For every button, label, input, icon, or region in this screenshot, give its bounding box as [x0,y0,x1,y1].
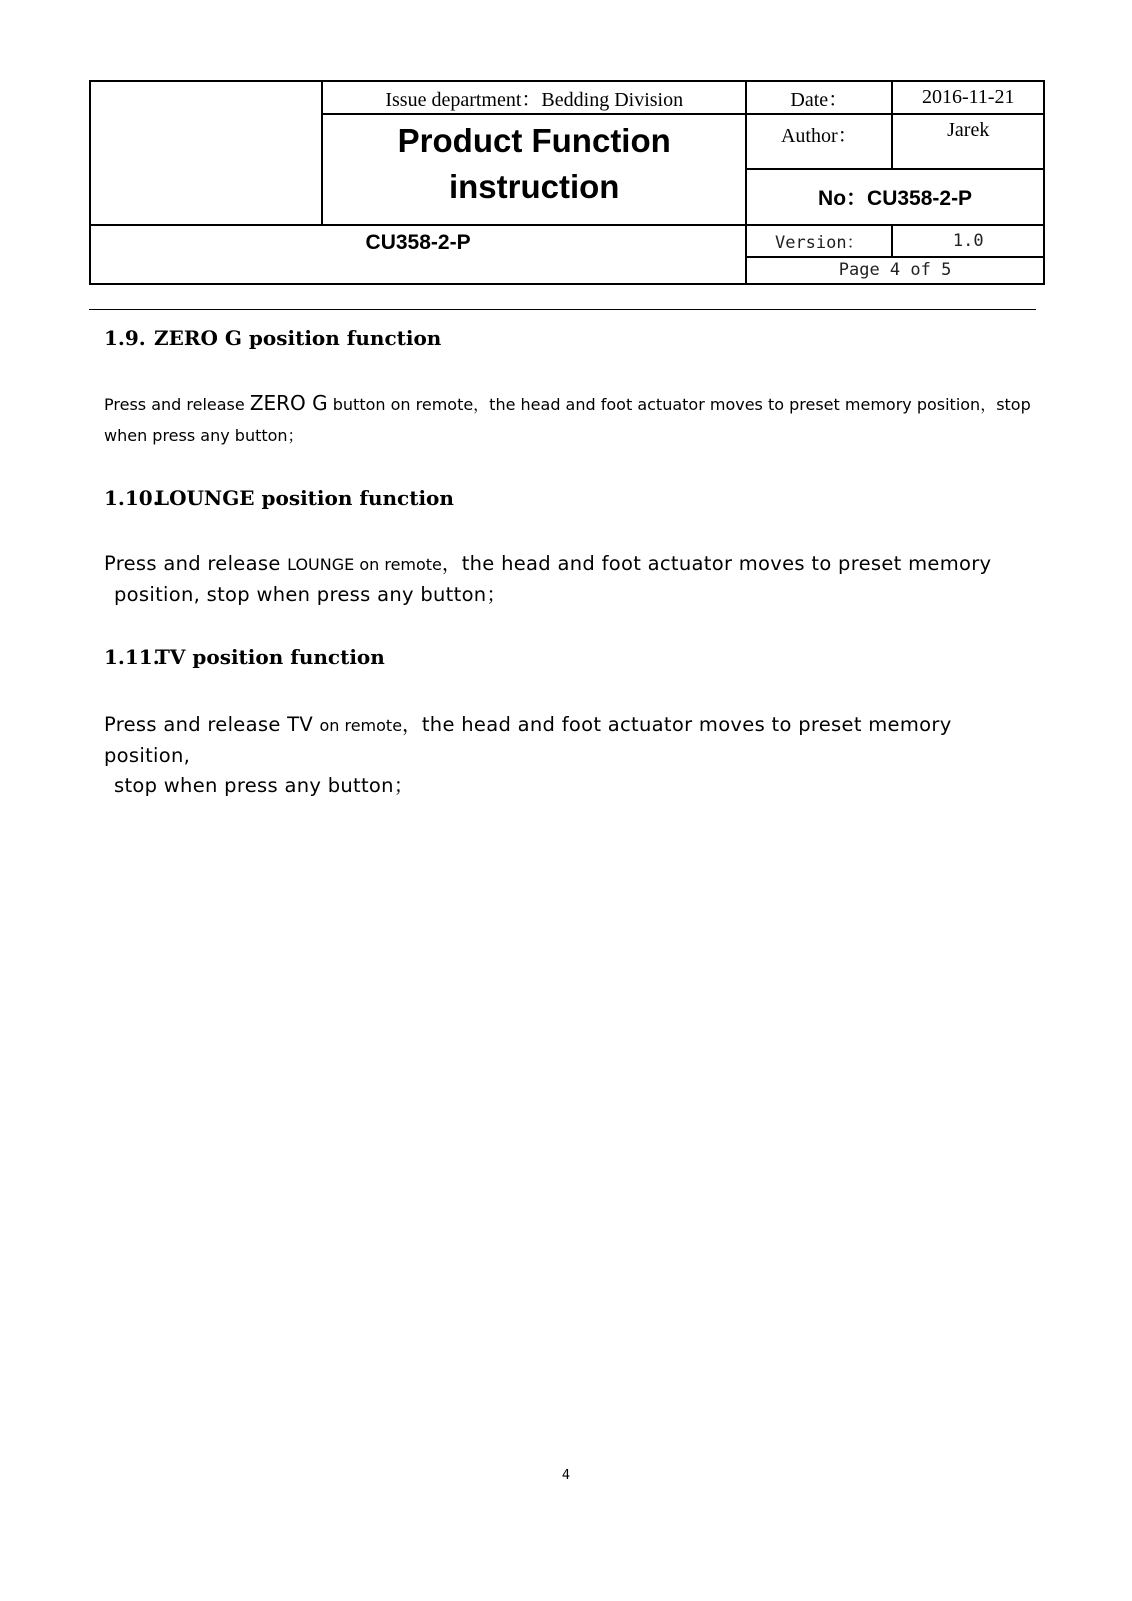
section-title: TV position function [155,645,385,669]
body-text: Press and release [104,552,288,575]
section-body-tv [104,710,1034,801]
section-title: LOUNGE position function [155,486,454,510]
date-label: Date： [746,81,892,114]
button-name: ZERO G [249,391,328,415]
body-text: stop when press any button； [114,774,414,797]
model-number: CU358-2-P [90,225,746,284]
section-title: ZERO G position function [154,326,442,350]
body-text: ，the head and foot actuator moves to preset memory position, [104,713,952,767]
version-label: Version： [746,225,892,256]
header-divider [89,309,1036,310]
section-heading-zero-g [104,326,441,350]
page-info: Page 4 of 5 [746,257,1044,284]
document-title-line2: instruction [448,167,620,205]
body-text: ，the head and foot actuator moves to preset memory [441,552,992,575]
author-value: Jarek [892,114,1044,169]
date-value: 2016-11-21 [892,81,1044,114]
document-number: No：CU358-2-P [746,169,1044,225]
version-value: 1.0 [892,225,1044,256]
body-text: Press and release TV [104,713,320,736]
page-number: 4 [561,1468,571,1483]
body-text: position, stop when press any button； [114,583,507,606]
body-text: Press and release [104,395,250,414]
document-title-cell [322,114,746,225]
document-title-line1: Product Function [397,121,671,159]
section-number: 1.10. [104,486,160,510]
issue-department: Issue department：Bedding Division [322,81,746,114]
section-number: 1.11. [104,645,160,669]
author-label: Author： [746,114,892,169]
section-heading-lounge [104,486,454,510]
button-name: LOUNGE on remote [287,555,442,574]
body-text: button on remote，the head and foot actuator moves to preset memory position，stop [327,395,1031,414]
section-heading-tv [104,645,385,669]
document-header-table [89,80,1045,285]
body-text: when press any button； [104,426,304,445]
section-number: 1.9. [104,326,146,350]
logo-cell [90,81,322,225]
section-body-zero-g [104,388,1034,451]
section-body-lounge [104,549,1034,610]
button-name: on remote [319,716,403,735]
